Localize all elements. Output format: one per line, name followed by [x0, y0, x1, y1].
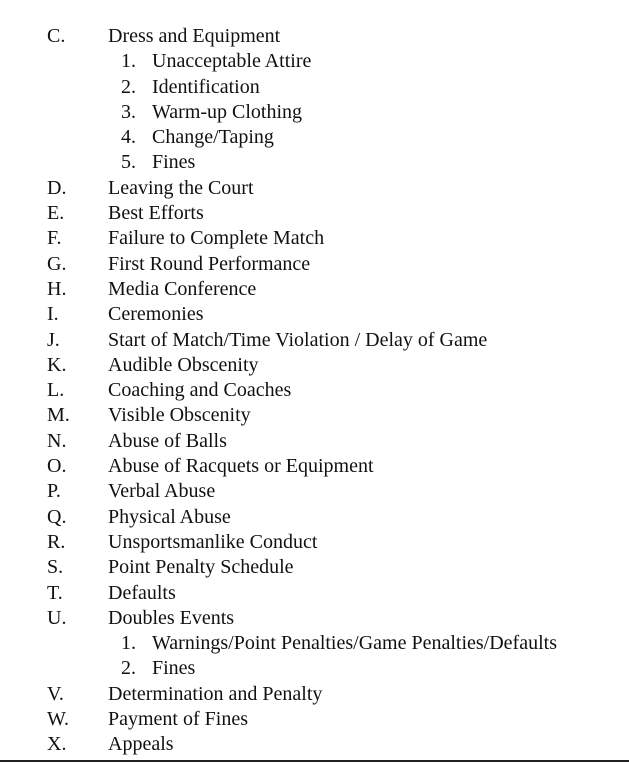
outline-section-row	[0, 429, 629, 454]
section-title: Appeals	[108, 733, 174, 756]
outline-subitem-row	[0, 631, 629, 656]
section-letter: O.	[47, 455, 67, 478]
outline-subitem-row	[0, 100, 629, 125]
section-title: Unsportsmanlike Conduct	[108, 530, 318, 553]
section-letter: G.	[47, 252, 67, 275]
section-title: Dress and Equipment	[108, 25, 281, 47]
section-letter: W.	[47, 708, 70, 731]
outline-section-row	[0, 403, 629, 428]
section-title: Best Efforts	[108, 202, 204, 225]
section-title: Defaults	[108, 581, 176, 604]
outline-subitem-row	[0, 125, 629, 150]
section-letter: M.	[47, 404, 70, 427]
section-letter: L.	[47, 379, 65, 402]
outline-subitem-row	[0, 656, 629, 681]
subitem-number: 2.	[121, 657, 136, 680]
outline-section-row	[0, 24, 629, 49]
outline-section-row	[0, 378, 629, 403]
outline-section-row	[0, 555, 629, 580]
section-title: Abuse of Balls	[108, 429, 227, 452]
section-letter: R.	[47, 530, 66, 553]
section-letter: C.	[47, 25, 66, 47]
section-letter: U.	[47, 606, 67, 629]
section-title: Doubles Events	[108, 606, 235, 629]
outline-section-row	[0, 201, 629, 226]
subitem-number: 1.	[121, 50, 136, 73]
section-title: First Round Performance	[108, 252, 311, 275]
outline-section-row	[0, 707, 629, 732]
section-title: Visible Obscenity	[108, 404, 251, 427]
section-title: Ceremonies	[108, 303, 204, 326]
outline-subitem-row	[0, 49, 629, 74]
outline-section-row	[0, 226, 629, 251]
subitem-title: Fines	[152, 151, 196, 174]
outline-section-row	[0, 454, 629, 479]
section-title: Verbal Abuse	[108, 480, 216, 503]
subitem-number: 2.	[121, 75, 136, 98]
section-letter: X.	[47, 733, 67, 756]
section-letter: F.	[47, 227, 62, 250]
section-title: Coaching and Coaches	[108, 379, 292, 402]
section-letter: E.	[47, 202, 65, 225]
section-letter: V.	[47, 682, 64, 705]
section-title: Determination and Penalty	[108, 682, 323, 705]
outline-section-row	[0, 732, 629, 757]
outline-subitem-row	[0, 150, 629, 175]
section-title: Leaving the Court	[108, 176, 254, 199]
outline-subitem-row	[0, 75, 629, 100]
outline-section-row	[0, 606, 629, 631]
section-title: Media Conference	[108, 277, 257, 300]
outline-section-row	[0, 277, 629, 302]
subitem-number: 1.	[121, 632, 136, 655]
section-title: Start of Match/Time Violation / Delay of Game	[108, 328, 488, 351]
document-outline	[0, 24, 629, 758]
outline-section-row	[0, 581, 629, 606]
outline-section-row	[0, 505, 629, 530]
section-letter: J.	[47, 328, 60, 351]
section-title: Physical Abuse	[108, 505, 231, 528]
section-letter: T.	[47, 581, 63, 604]
subitem-number: 4.	[121, 126, 136, 149]
section-title: Point Penalty Schedule	[108, 556, 294, 579]
section-title: Audible Obscenity	[108, 353, 259, 376]
section-letter: N.	[47, 429, 67, 452]
outline-section-row	[0, 479, 629, 504]
section-letter: I.	[47, 303, 59, 326]
subitem-title: Warm-up Clothing	[152, 100, 303, 123]
page-bottom-divider	[0, 760, 629, 762]
section-title: Abuse of Racquets or Equipment	[108, 455, 374, 478]
section-letter: Q.	[47, 505, 67, 528]
subitem-number: 5.	[121, 151, 136, 174]
section-letter: D.	[47, 176, 67, 199]
section-title: Failure to Complete Match	[108, 227, 325, 250]
section-letter: H.	[47, 277, 67, 300]
subitem-title: Identification	[152, 75, 260, 98]
subitem-title: Change/Taping	[152, 126, 274, 149]
outline-section-row	[0, 328, 629, 353]
subitem-title: Unacceptable Attire	[152, 50, 312, 73]
outline-section-row	[0, 252, 629, 277]
section-letter: P.	[47, 480, 61, 503]
section-title: Payment of Fines	[108, 708, 248, 731]
outline-section-row	[0, 302, 629, 327]
outline-section-row	[0, 176, 629, 201]
section-letter: S.	[47, 556, 64, 579]
outline-section-row	[0, 353, 629, 378]
subitem-number: 3.	[121, 100, 136, 123]
subitem-title: Fines	[152, 657, 196, 680]
subitem-title: Warnings/Point Penalties/Game Penalties/Defaults	[152, 632, 557, 655]
section-letter: K.	[47, 353, 67, 376]
outline-section-row	[0, 530, 629, 555]
outline-section-row	[0, 682, 629, 707]
